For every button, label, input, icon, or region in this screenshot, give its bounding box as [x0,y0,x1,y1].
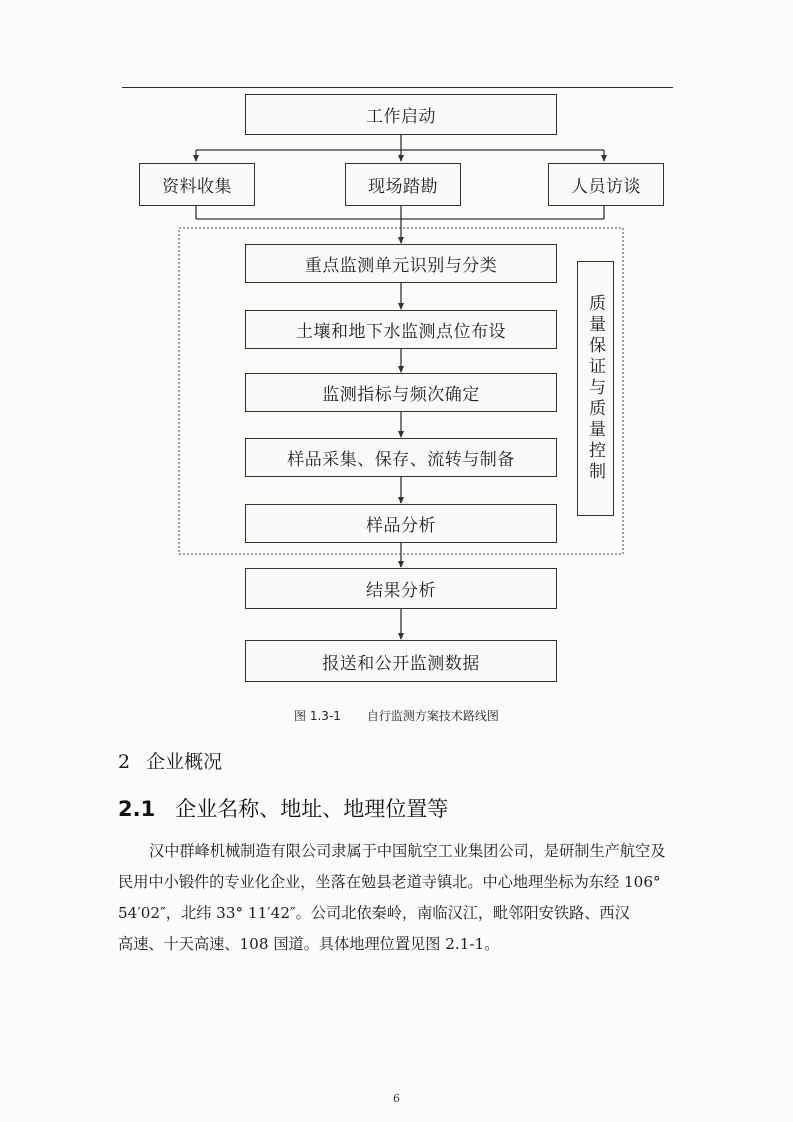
subsection-number: 2.1 [118,797,156,821]
paragraph-line: 高速、十天高速、108 国道。具体地理位置见图 2.1-1。 [118,935,500,953]
section-number: 2 [118,751,131,773]
step-sample-collection: 样品采集、保存、流转与制备 [245,438,557,477]
figure-number: 图 1.3-1 [294,709,341,723]
figure-title: 自行监测方案技术路线图 [366,709,499,723]
step-work-start: 工作启动 [245,94,557,135]
step-result-analysis: 结果分析 [245,568,557,609]
step-report-publish: 报送和公开监测数据 [245,640,557,682]
step-staff-interview: 人员访谈 [548,163,664,206]
paragraph-line: 汉中群峰机械制造有限公司隶属于中国航空工业集团公司，是研制生产航空及 [149,842,666,860]
paragraph-line: 54′02″，北纬 33° 11′42″。公司北依秦岭，南临汉江，毗邻阳安铁路、西汉 [118,904,630,922]
step-key-unit-identification: 重点监测单元识别与分类 [245,244,557,283]
step-monitoring-point-layout: 土壤和地下水监测点位布设 [245,310,557,349]
page-number: 6 [393,1092,400,1105]
subsection-title: 企业名称、地址、地理位置等 [175,797,449,821]
paragraph-line: 民用中小锻件的专业化企业，坐落在勉县老道寺镇北。中心地理坐标为东经 106° [118,873,661,891]
step-sample-analysis: 样品分析 [245,504,557,543]
figure-caption [0,707,793,724]
step-indicator-frequency: 监测指标与频次确定 [245,373,557,412]
company-paragraph [118,836,676,960]
section-title: 企业概况 [146,751,223,773]
section-heading [118,747,222,774]
quality-assurance-label: 质量保证与质量控制 [585,294,605,483]
quality-assurance-box [577,261,614,516]
step-site-survey: 现场踏勘 [345,163,461,206]
step-data-collection: 资料收集 [139,163,255,206]
subsection-heading [118,793,448,823]
